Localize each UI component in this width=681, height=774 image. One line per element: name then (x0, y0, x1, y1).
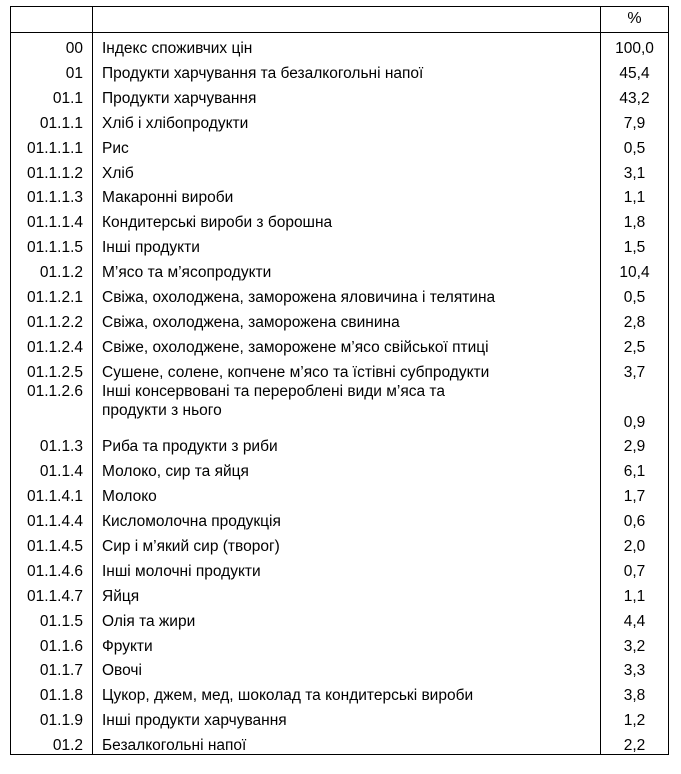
table-row (11, 356, 669, 381)
row-name: Свіжа, охолоджена, заморожена яловичина і телятина (93, 281, 601, 306)
row-code: 01.1 (11, 82, 93, 107)
table-row (11, 630, 669, 655)
row-code: 01.1.2.1 (11, 281, 93, 306)
row-value: 2,2 (623, 736, 646, 754)
row-value: 2,0 (623, 537, 646, 555)
row-code: 01.1.4.5 (11, 530, 93, 555)
row-value: 0,9 (623, 413, 646, 431)
row-name: Безалкогольні напої (93, 729, 601, 754)
header-name-cell (93, 7, 601, 33)
row-name: Риба та продукти з риби (93, 431, 601, 456)
row-value: 2,5 (623, 338, 646, 356)
table-row (11, 705, 669, 730)
row-code: 01.1.1 (11, 107, 93, 132)
table-header (11, 7, 669, 33)
table-row (11, 33, 669, 58)
row-code: 01.1.5 (11, 605, 93, 630)
row-value: 0,5 (623, 289, 646, 307)
row-value: 1,1 (623, 587, 646, 605)
row-code: 01.1.8 (11, 680, 93, 705)
row-value: 45,4 (619, 65, 650, 83)
table-row (11, 207, 669, 232)
row-name: Інші продукти харчування (93, 705, 601, 730)
table-row (11, 232, 669, 257)
table-row (11, 555, 669, 580)
row-code: 01.1.7 (11, 655, 93, 680)
table-row (11, 157, 669, 182)
table-row (11, 257, 669, 282)
row-name: Рис (93, 132, 601, 157)
row-name: Яйця (93, 580, 601, 605)
row-code: 01.1.9 (11, 705, 93, 730)
row-code: 01.1.4.7 (11, 580, 93, 605)
row-code: 00 (11, 33, 93, 58)
row-value: 3,8 (623, 687, 646, 705)
table-row (11, 82, 669, 107)
table-row (11, 605, 669, 630)
row-code: 01.1.2.6 (11, 381, 93, 431)
row-name: М’ясо та м’ясопродукти (93, 257, 601, 282)
table-row (11, 182, 669, 207)
row-value: 0,5 (623, 139, 646, 157)
row-name: Кондитерські вироби з борошна (93, 207, 601, 232)
row-code: 01.1.4.4 (11, 505, 93, 530)
table-row (11, 481, 669, 506)
row-name: Молоко (93, 481, 601, 506)
table-row (11, 530, 669, 555)
row-name: Молоко, сир та яйця (93, 456, 601, 481)
row-value: 1,8 (623, 214, 646, 232)
table-body (11, 33, 669, 755)
row-name: Інші продукти (93, 232, 601, 257)
header-code-cell (11, 7, 93, 33)
row-value: 1,2 (623, 712, 646, 730)
cpi-weights-table (10, 6, 669, 755)
row-value: 3,2 (623, 637, 646, 655)
row-name: Хліб (93, 157, 601, 182)
row-code: 01.1.2 (11, 257, 93, 282)
row-name: Індекс споживчих цін (93, 33, 601, 58)
row-code: 01.1.4.1 (11, 481, 93, 506)
row-name: Фрукти (93, 630, 601, 655)
table-row (11, 680, 669, 705)
row-code: 01.1.6 (11, 630, 93, 655)
row-code: 01.1.2.5 (11, 356, 93, 381)
row-value: 1,7 (623, 488, 646, 506)
row-name-line: продукти з нього (102, 402, 222, 420)
row-value: 3,3 (623, 662, 646, 680)
table-row (11, 281, 669, 306)
row-name-line: Інші консервовані та перероблені види м’яса та (102, 382, 445, 400)
row-value: 100,0 (615, 40, 654, 58)
row-code: 01 (11, 57, 93, 82)
row-value: 1,5 (623, 239, 646, 257)
row-code: 01.1.3 (11, 431, 93, 456)
table-row (11, 306, 669, 331)
header-percent-cell: % (601, 7, 669, 33)
row-value: 4,4 (623, 612, 646, 630)
row-code: 01.1.1.2 (11, 157, 93, 182)
row-code: 01.1.4 (11, 456, 93, 481)
header-row (11, 7, 669, 33)
row-value: 7,9 (623, 114, 646, 132)
row-value: 0,7 (623, 562, 646, 580)
table-row (11, 456, 669, 481)
table-row (11, 729, 669, 754)
row-name: Хліб і хлібопродукти (93, 107, 601, 132)
row-name: Інші молочні продукти (93, 555, 601, 580)
row-value: 2,9 (623, 438, 646, 456)
row-name: Свіже, охолоджене, заморожене м’ясо свійської птиці (93, 331, 601, 356)
row-code: 01.1.1.1 (11, 132, 93, 157)
row-code: 01.1.2.2 (11, 306, 93, 331)
table-row (11, 57, 669, 82)
row-name: Олія та жири (93, 605, 601, 630)
row-code: 01.1.1.3 (11, 182, 93, 207)
row-name: Продукти харчування (93, 82, 601, 107)
row-code: 01.2 (11, 729, 93, 754)
row-value: 3,1 (623, 164, 646, 182)
row-value: 2,8 (623, 313, 646, 331)
row-code: 01.1.4.6 (11, 555, 93, 580)
row-name: Овочі (93, 655, 601, 680)
row-value: 43,2 (619, 89, 650, 107)
table-row (11, 132, 669, 157)
row-value: 1,1 (623, 189, 646, 207)
table-row (11, 331, 669, 356)
table-row (11, 655, 669, 680)
row-name: Кисломолочна продукція (93, 505, 601, 530)
row-name (93, 381, 601, 431)
row-code: 01.1.1.4 (11, 207, 93, 232)
row-value: 10,4 (619, 264, 650, 282)
row-name: Продукти харчування та безалкогольні напої (93, 57, 601, 82)
table-row (11, 431, 669, 456)
row-name: Цукор, джем, мед, шоколад та кондитерські вироби (93, 680, 601, 705)
table-row (11, 580, 669, 605)
row-name: Свіжа, охолоджена, заморожена свинина (93, 306, 601, 331)
row-value: 3,7 (623, 363, 646, 381)
row-name: Макаронні вироби (93, 182, 601, 207)
row-name: Сир і м’який сир (творог) (93, 530, 601, 555)
table-row (11, 107, 669, 132)
row-name: Сушене, солене, копчене м’ясо та їстівні субпродукти (93, 356, 601, 381)
row-value: 6,1 (623, 463, 646, 481)
table-row (11, 381, 669, 431)
row-code: 01.1.1.5 (11, 232, 93, 257)
row-code: 01.1.2.4 (11, 331, 93, 356)
row-value: 0,6 (623, 513, 646, 531)
table-row (11, 505, 669, 530)
